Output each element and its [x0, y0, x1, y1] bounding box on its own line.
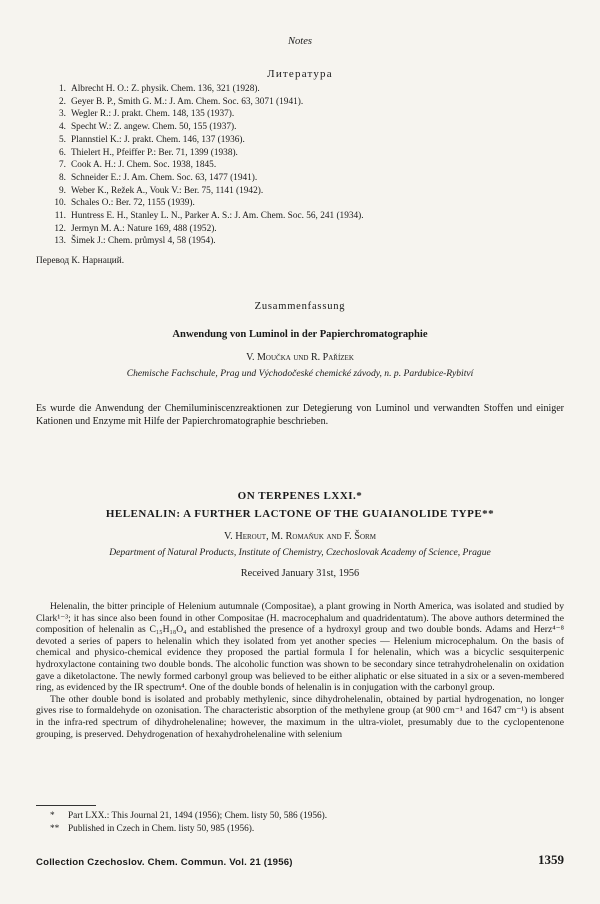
zusammenfassung-heading: Zusammenfassung [254, 301, 346, 312]
received-date: Received January 31st, 1956 [240, 568, 360, 579]
article-title-series: ON TERPENES LXXI.* [237, 490, 363, 502]
article-title: HELENALIN: A FURTHER LACTONE OF THE GUAIANOLIDE TYPE** [105, 508, 495, 520]
reference-item: 7. Cook A. H.: J. Chem. Soc. 1938, 1845. [59, 160, 217, 171]
reference-item: 3. Wegler R.: J. prakt. Chem. 148, 135 (1937). [59, 109, 235, 120]
journal-citation: Collection Czechoslov. Chem. Commun. Vol. 21 (1956) [36, 857, 293, 868]
footnote-rule [36, 805, 96, 806]
zusammenfassung-title: Anwendung von Luminol in der Papierchromatographie [172, 329, 428, 340]
article-body [36, 601, 564, 740]
reference-item: 10. Schales O.: Ber. 72, 1155 (1939). [54, 198, 195, 209]
page-number: 1359 [538, 852, 564, 867]
reference-item: 9. Weber K., Režek A., Vouk V.: Ber. 75, 1141 (1942). [59, 185, 264, 196]
reference-list [52, 83, 562, 248]
reference-item: 2. Geyer B. P., Smith G. M.: J. Am. Chem. Soc. 63, 3071 (1941). [59, 96, 304, 107]
zusammenfassung-authors: V. Moučka und R. Pařízek [246, 352, 354, 363]
reference-item: 12. Jermyn M. A.: Nature 169, 488 (1952). [54, 223, 217, 234]
translator-credit: Перевод К. Нарнаций. [36, 256, 125, 266]
zusammenfassung-affiliation: Chemische Fachschule, Prag und Východočeské chemické závody, n. p. Pardubice-Rybitví [126, 368, 474, 379]
reference-item: 4. Specht W.: Z. angew. Chem. 50, 155 (1937). [59, 122, 237, 133]
footnote-item: * Part LXX.: This Journal 21, 1494 (1956); Chem. listy 50, 586 (1956). [50, 811, 328, 821]
literature-heading: Литература [267, 68, 333, 80]
reference-item: 8. Schneider E.: J. Am. Chem. Soc. 63, 1477 (1941). [59, 172, 258, 183]
article-authors: V. Herout, M. Romaňuk and F. Šorm [224, 531, 376, 542]
reference-item: 11. Huntress E. H., Stanley L. N., Parker A. S.: J. Am. Chem. Soc. 56, 241 (1934). [54, 211, 364, 222]
body-paragraph: The other double bond is isolated and probably methylenic, since dihydrohelenalin, obtained by partial hydrogenation, no longer gives rise to formaldehyde on ozonisation. The characteristic absorption of the methylene group (at 900 cm⁻¹ and 1647 cm⁻¹) is absent in the infra-red spectrum of dihydrohelenaline; however, the maximum in the ultra-violet, presumably due to the cyclopentenone grouping, is preserved. Dehydrogenation of hexahydrohelenaline with selenium [36, 693, 564, 740]
footnote-list [50, 810, 564, 835]
body-paragraph: Helenalin, the bitter principle of Helenium autumnale (Compositae), a plant growing in North America, was isolated and studied by Clark¹⁻³; it has since also been found in other Compositae (H. macrocephalum and quadridentatum). The above authors determined the composition of helenalin as C₁₅H₁₈O₄ and established the presence of a hydroxyl group and two double bonds. Adams and Herz⁴⁻⁸ devoted a series of papers to helenalin which they isolated from yet another species — Helenium microcephalum. On the basis of chemical and physico-chemical evidence they proposed the partial formula I for helenalin, which was a bicyclic sesquiterpenic hydroxylactone containing two double bonds. The alcoholic function was shown to be secondary since tetrahydrohelenalin on oxidation gave a diketolactone. The newly formed carbonyl group was believed to be either aliphatic or else situated in a six or a seven-membered ring, as evidenced by the IR spectrum⁴. One of the double bonds of helenalin is in conjugation with the carbonyl group. [36, 601, 564, 694]
reference-item: 5. Plannstiel K.: J. prakt. Chem. 146, 137 (1936). [59, 134, 245, 145]
reference-item: 1. Albrecht H. O.: Z. physik. Chem. 136, 321 (1928). [59, 84, 260, 94]
footnote-item: ** Published in Czech in Chem. listy 50, 985 (1956). [50, 823, 255, 834]
running-head: Notes [288, 36, 312, 47]
zusammenfassung-abstract: Es wurde die Anwendung der Chemiluminiscenzreaktionen zur Detegierung von Luminol und verwandten Stoffen und einiger Kationen und Enzyme mit Hilfe der Papierchromatographie beschrieben. [36, 403, 564, 427]
reference-item: 6. Thielert H., Pfeiffer P.: Ber. 71, 1399 (1938). [59, 147, 238, 158]
reference-item: 13. Šimek J.: Chem. průmysl 4, 58 (1954). [54, 236, 216, 247]
article-affiliation: Department of Natural Products, Institute of Chemistry, Czechoslovak Academy of Science, Prague [109, 547, 491, 558]
